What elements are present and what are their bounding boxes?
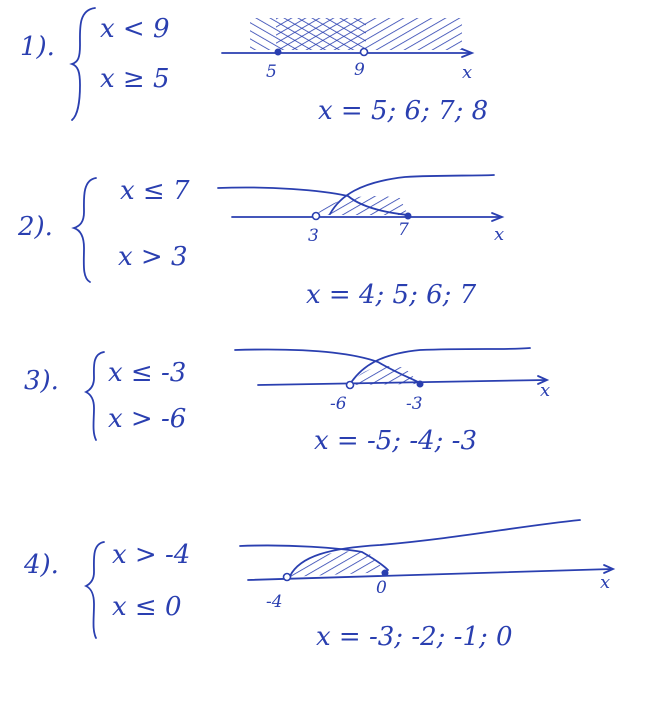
tick-label-left: 3 — [308, 226, 319, 246]
point-9-open — [361, 49, 368, 56]
problem-number: 2). — [18, 212, 53, 242]
solution: x = 5; 6; 7; 8 — [318, 96, 489, 126]
inequality-lower: x > -6 — [108, 404, 187, 434]
tick-label-right: 0 — [376, 578, 387, 598]
hatch-region-2 — [316, 196, 408, 215]
tick-label-right: -3 — [406, 394, 423, 414]
axis-label: x — [494, 224, 505, 245]
inequality-upper: x ≤ -3 — [108, 358, 187, 388]
system-brace-1 — [72, 8, 95, 120]
solution: x = -5; -4; -3 — [314, 426, 478, 456]
point-7-filled — [405, 213, 412, 220]
axis-label: x — [600, 572, 611, 593]
tick-label-right: 9 — [354, 60, 365, 80]
point-minus3-filled — [417, 381, 424, 388]
point-minus6-open — [347, 382, 354, 389]
inequality-upper: x < 9 — [100, 14, 170, 44]
system-brace-2 — [74, 178, 96, 282]
problem-number: 3). — [24, 366, 59, 396]
hatch-region-1b — [276, 18, 462, 50]
inequality-lower: x > 3 — [118, 242, 188, 272]
solution: x = 4; 5; 6; 7 — [306, 280, 477, 310]
tick-label-left: -6 — [330, 394, 347, 414]
inequality-lower: x ≤ 0 — [112, 592, 182, 622]
tick-label-left: 5 — [266, 62, 277, 82]
inequality-upper: x > -4 — [112, 540, 191, 570]
problem-number: 4). — [24, 550, 59, 580]
solution: x = -3; -2; -1; 0 — [316, 622, 513, 652]
system-brace-3 — [86, 352, 104, 440]
tick-label-right: 7 — [398, 220, 409, 240]
point-0-filled — [382, 570, 389, 577]
axis-label: x — [540, 380, 551, 401]
axis-label: x — [462, 62, 473, 83]
problem-number: 1). — [20, 32, 55, 62]
inequality-lower: x ≥ 5 — [100, 64, 170, 94]
point-5-filled — [275, 49, 282, 56]
tick-label-left: -4 — [266, 592, 283, 612]
inequality-upper: x ≤ 7 — [120, 176, 190, 206]
point-minus4-open — [284, 574, 291, 581]
hatch-region-4 — [288, 551, 386, 577]
point-3-open — [313, 213, 320, 220]
system-brace-4 — [86, 542, 104, 638]
